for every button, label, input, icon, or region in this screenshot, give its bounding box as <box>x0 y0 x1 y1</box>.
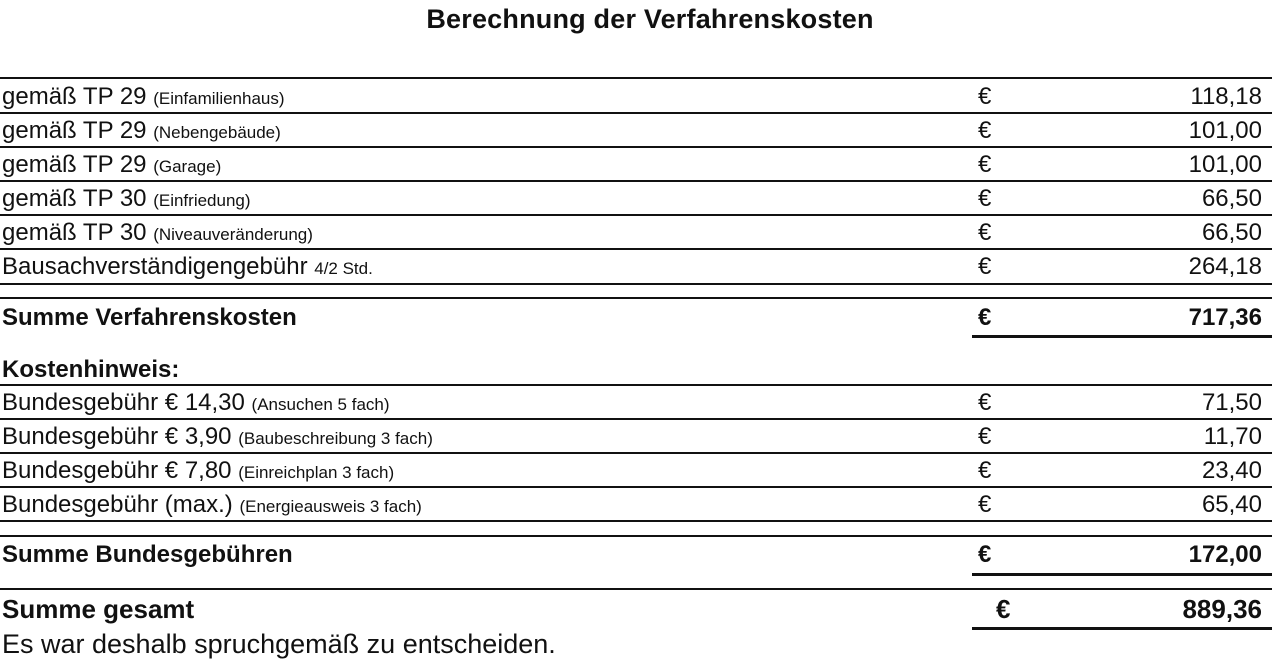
row-label: gemäß TP 30 (Einfriedung) <box>2 185 251 212</box>
total-underline <box>972 335 1272 338</box>
currency-symbol: € <box>978 423 992 450</box>
grand-total-label: Summe gesamt <box>2 594 195 624</box>
row-label: Bundesgebühr € 7,80 (Einreichplan 3 fach) <box>2 457 395 484</box>
federal-total-label: Summe Bundesgebühren <box>2 541 293 568</box>
table-row <box>0 452 1272 486</box>
divider <box>0 520 1272 522</box>
currency-symbol: € <box>978 83 992 110</box>
row-label: Bundesgebühr € 14,30 (Ansuchen 5 fach) <box>2 389 390 416</box>
grand-total-row <box>0 590 1272 626</box>
row-label: Bausachverständigengebühr 4/2 Std. <box>2 253 373 280</box>
table-row <box>0 248 1272 282</box>
table-row <box>0 112 1272 146</box>
currency-symbol: € <box>978 219 992 246</box>
currency-symbol: € <box>978 389 992 416</box>
divider <box>0 283 1272 285</box>
total-underline <box>972 627 1272 630</box>
row-label: Bundesgebühr (max.) (Energieausweis 3 fach) <box>2 491 422 518</box>
currency-symbol: € <box>978 117 992 144</box>
currency-symbol: € <box>978 304 992 331</box>
procedure-total-row <box>0 299 1272 333</box>
total-underline <box>972 573 1272 576</box>
currency-symbol: € <box>996 594 1011 624</box>
row-label: gemäß TP 30 (Niveauveränderung) <box>2 219 313 246</box>
grand-total-amount: 889,36 <box>1182 594 1262 624</box>
currency-symbol: € <box>978 151 992 178</box>
row-amount: 264,18 <box>1188 253 1262 280</box>
table-row <box>0 146 1272 180</box>
row-amount: 23,40 <box>1201 457 1262 484</box>
row-amount: 66,50 <box>1201 219 1262 246</box>
federal-total-amount: 172,00 <box>1188 541 1262 568</box>
currency-symbol: € <box>978 185 992 212</box>
row-amount: 101,00 <box>1188 117 1262 144</box>
table-row <box>0 180 1272 214</box>
row-amount: 101,00 <box>1188 151 1262 178</box>
currency-symbol: € <box>978 491 992 518</box>
row-amount: 66,50 <box>1201 185 1262 212</box>
row-amount: 71,50 <box>1201 389 1262 416</box>
currency-symbol: € <box>978 457 992 484</box>
table-row <box>0 418 1272 452</box>
federal-total-row <box>0 536 1272 570</box>
procedure-total-amount: 717,36 <box>1188 304 1262 331</box>
table-row <box>0 214 1272 248</box>
row-label: gemäß TP 29 (Nebengebäude) <box>2 117 281 144</box>
page-title: Berechnung der Verfahrenskosten <box>426 4 874 34</box>
row-label: gemäß TP 29 (Garage) <box>2 151 222 178</box>
cost-hint-heading: Kostenhinweis: <box>2 356 180 383</box>
row-label: Bundesgebühr € 3,90 (Baubeschreibung 3 fach) <box>2 423 433 450</box>
row-label: gemäß TP 29 (Einfamilienhaus) <box>2 83 285 110</box>
currency-symbol: € <box>978 541 992 568</box>
row-amount: 118,18 <box>1190 83 1262 110</box>
table-row <box>0 78 1272 112</box>
row-amount: 65,40 <box>1201 491 1262 518</box>
table-row <box>0 384 1272 418</box>
currency-symbol: € <box>978 253 992 280</box>
table-row <box>0 486 1272 520</box>
procedure-total-label: Summe Verfahrenskosten <box>2 304 297 331</box>
closing-text: Es war deshalb spruchgemäß zu entscheiden. <box>2 629 556 659</box>
row-amount: 11,70 <box>1203 423 1262 450</box>
